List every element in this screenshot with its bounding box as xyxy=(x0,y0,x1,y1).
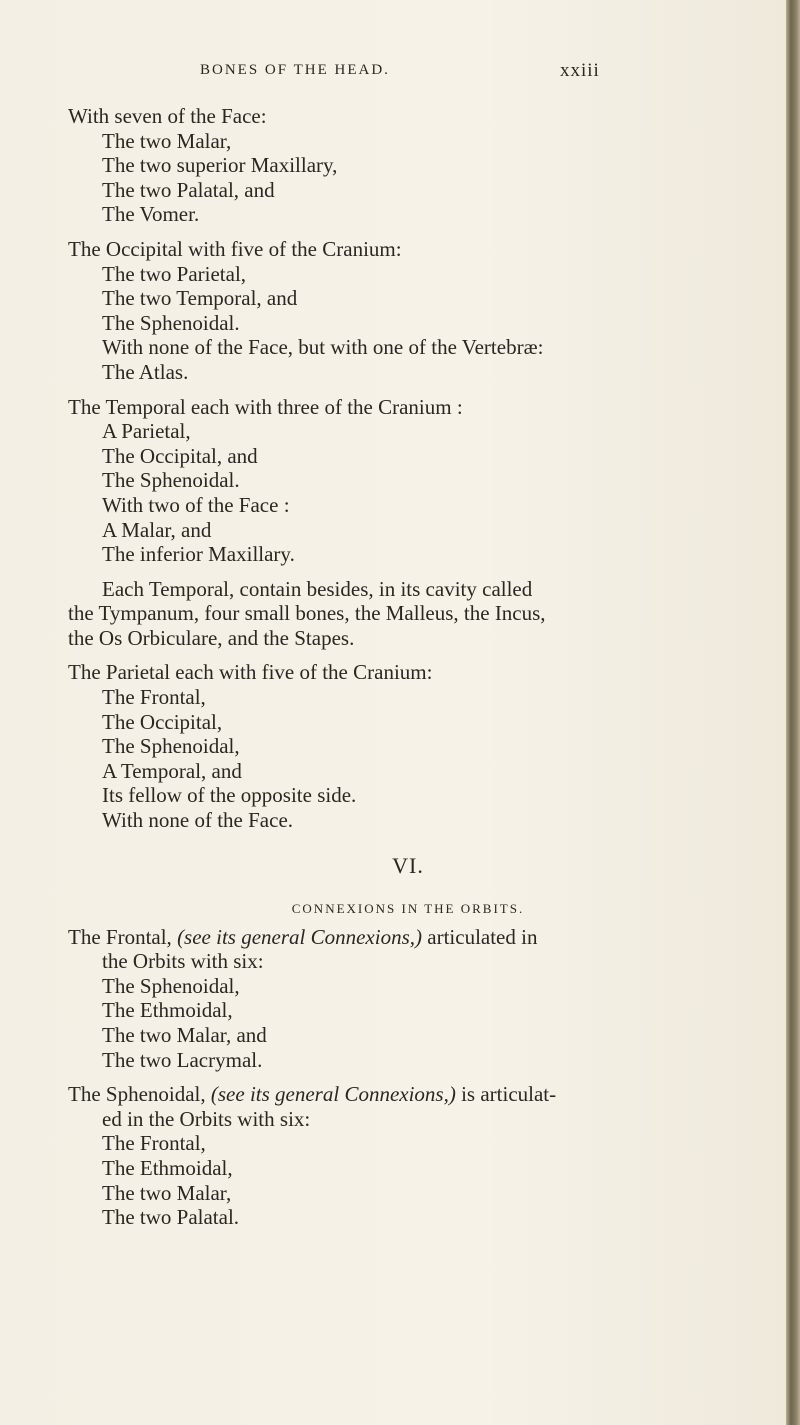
list-item: Its fellow of the opposite side. xyxy=(102,783,357,808)
running-title: BONES OF THE HEAD. xyxy=(200,62,390,78)
occipital-face-intro: With none of the Face, but with one of the Vertebræ: xyxy=(102,335,544,360)
page-edge xyxy=(786,0,800,1425)
occipital-intro: The Occipital with five of the Cranium: xyxy=(68,236,402,261)
face-intro: With seven of the Face: xyxy=(68,104,267,128)
list-item: The two Palatal. xyxy=(102,1205,240,1230)
list-item: The two Temporal, and xyxy=(102,286,298,311)
list-item: The Frontal, xyxy=(102,685,206,710)
list-item: The Atlas. xyxy=(102,359,189,384)
list-item: The Sphenoidal, xyxy=(102,973,240,998)
section-number: VI. xyxy=(392,852,424,878)
running-head xyxy=(0,60,786,84)
frontal-italic: (see its general Connexions,) xyxy=(177,924,423,949)
tympanum-line-2: the Tympanum, four small bones, the Malleus, the Incus, xyxy=(68,601,546,626)
sphenoidal-line-2: ed in the Orbits with six: xyxy=(102,1106,311,1131)
parietal-intro: The Parietal each with five of the Cranium: xyxy=(68,660,433,685)
sphenoidal-italic: (see its general Connexions,) xyxy=(210,1082,456,1107)
list-item: The Vomer. xyxy=(102,202,200,227)
list-item: The two Malar, and xyxy=(102,1023,267,1047)
list-item: The Occipital, and xyxy=(102,443,258,468)
list-item: A Temporal, and xyxy=(102,758,242,783)
frontal-line-1 xyxy=(68,925,748,950)
tympanum-line-1: Each Temporal, contain besides, in its cavity called xyxy=(102,576,533,601)
sphenoidal-end: is articulat- xyxy=(455,1082,557,1107)
list-item: A Parietal, xyxy=(102,419,191,444)
list-item: The two Palatal, and xyxy=(102,177,275,202)
parietal-face-intro: With none of the Face. xyxy=(102,808,294,833)
list-item: The two Malar, xyxy=(102,128,232,153)
frontal-line-2: the Orbits with six: xyxy=(102,949,264,974)
list-item: The Sphenoidal. xyxy=(102,310,240,335)
list-item: The two Parietal, xyxy=(102,261,247,286)
list-item: The Ethmoidal, xyxy=(102,1155,233,1180)
list-item: A Malar, and xyxy=(102,517,212,542)
list-item: The Ethmoidal, xyxy=(102,998,233,1023)
list-item: The inferior Maxillary. xyxy=(102,542,295,567)
temporal-intro: The Temporal each with three of the Cranium : xyxy=(68,394,463,419)
sphenoidal-start: The Sphenoidal, xyxy=(68,1082,211,1107)
body-text xyxy=(68,104,748,1230)
frontal-start: The Frontal, xyxy=(68,924,178,949)
sphenoidal-line-1 xyxy=(68,1082,748,1107)
list-item: The two Lacrymal. xyxy=(102,1047,263,1072)
section-title: CONNEXIONS IN THE ORBITS. xyxy=(291,900,525,916)
list-item: The two superior Maxillary, xyxy=(102,153,338,178)
list-item: The Frontal, xyxy=(102,1131,206,1156)
temporal-face-intro: With two of the Face : xyxy=(102,492,290,517)
list-item: The Sphenoidal, xyxy=(102,734,240,759)
list-item: The two Malar, xyxy=(102,1180,232,1205)
tympanum-line-3: the Os Orbiculare, and the Stapes. xyxy=(68,625,355,650)
frontal-end: articulated in xyxy=(422,924,538,949)
page-number: xxiii xyxy=(560,60,600,81)
list-item: The Sphenoidal. xyxy=(102,468,240,493)
list-item: The Occipital, xyxy=(102,709,223,734)
